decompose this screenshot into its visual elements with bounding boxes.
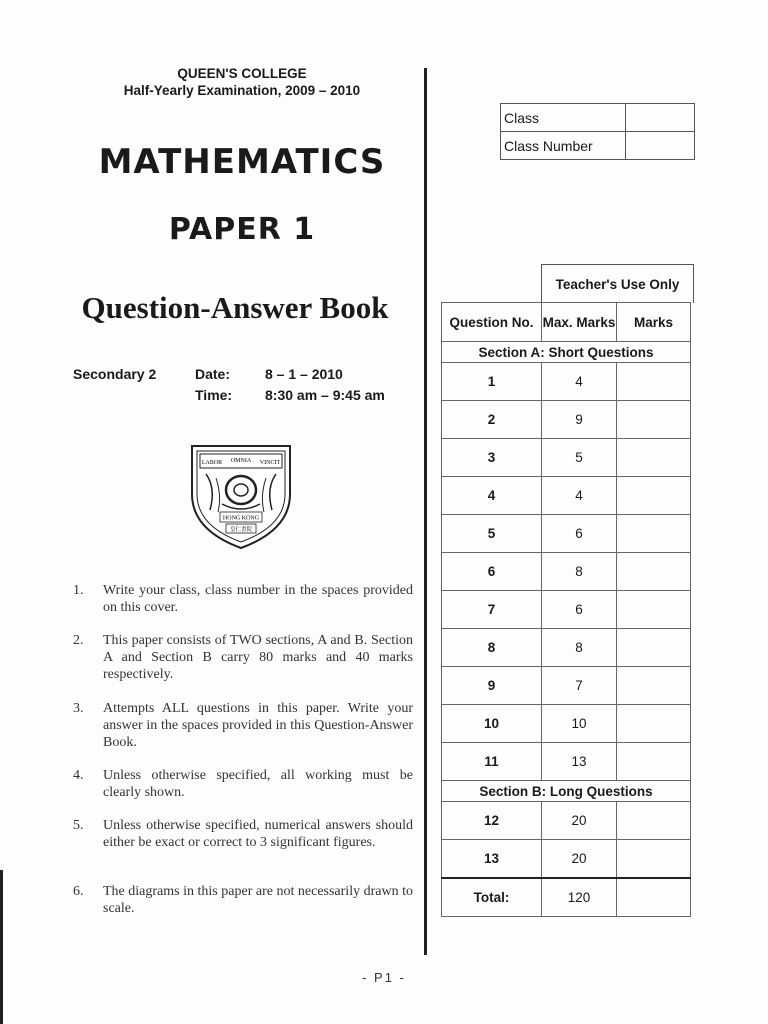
- page-number: - P1 -: [362, 970, 406, 985]
- school-crest-logo: [186, 438, 296, 550]
- table-row: [442, 667, 691, 705]
- question-number: 5: [442, 515, 542, 553]
- max-marks: 13: [542, 743, 617, 781]
- marks-cell[interactable]: [617, 667, 691, 705]
- column-header-marks: Marks: [617, 303, 691, 342]
- table-row: [442, 840, 691, 879]
- instruction-text: This paper consists of TWO sections, A and B. Section A and Section B carry 80 marks and 40 marks respectively.: [103, 633, 413, 682]
- instruction-text: Unless otherwise specified, numerical answers should either be exact or correct to 3 significant figures.: [103, 818, 413, 850]
- table-row: [442, 629, 691, 667]
- class-number-input-box[interactable]: [626, 132, 695, 160]
- instruction-item: [73, 582, 413, 616]
- instruction-item: [73, 700, 413, 751]
- table-row: [442, 401, 691, 439]
- class-info-table: [500, 103, 695, 160]
- table-row: [442, 591, 691, 629]
- column-header-question: Question No.: [442, 303, 542, 342]
- question-number: 11: [442, 743, 542, 781]
- school-name: QUEEN'S COLLEGE: [177, 66, 307, 81]
- question-number: 6: [442, 553, 542, 591]
- max-marks: 20: [542, 840, 617, 879]
- class-number-row: [501, 132, 695, 160]
- total-marks-cell[interactable]: [617, 878, 691, 917]
- instruction-text: Write your class, class number in the spaces provided on this cover.: [103, 583, 413, 615]
- total-row: [442, 878, 691, 917]
- max-marks: 6: [542, 515, 617, 553]
- marks-table: [441, 302, 691, 917]
- instruction-number: 3.: [73, 701, 84, 716]
- time-label: Time:: [195, 387, 233, 403]
- max-marks: 6: [542, 591, 617, 629]
- max-marks: 8: [542, 629, 617, 667]
- paper-title: PAPER 1: [168, 212, 316, 247]
- instruction-item: [73, 632, 413, 683]
- instruction-number: 1.: [73, 583, 84, 598]
- instruction-number: 4.: [73, 768, 84, 783]
- crest-motto-left: LABOR: [201, 460, 223, 466]
- max-marks: 4: [542, 477, 617, 515]
- max-marks: 10: [542, 705, 617, 743]
- crest-place: HONG KONG: [222, 515, 260, 522]
- question-number: 13: [442, 840, 542, 879]
- max-marks: 4: [542, 363, 617, 401]
- table-header-row: [442, 303, 691, 342]
- question-number: 8: [442, 629, 542, 667]
- instruction-text: Unless otherwise specified, all working must be clearly shown.: [103, 768, 413, 800]
- crest-chinese: 皇仁書院: [229, 527, 253, 533]
- vertical-divider: [424, 68, 427, 955]
- teacher-use-header: Teacher's Use Only: [541, 264, 694, 303]
- total-max-marks: 120: [542, 878, 617, 917]
- class-input-box[interactable]: [626, 104, 695, 132]
- instruction-number: 6.: [73, 884, 84, 899]
- marks-cell[interactable]: [617, 802, 691, 840]
- section-b-row: [442, 781, 691, 802]
- crest-motto-center: OMNIA: [230, 458, 252, 464]
- table-row: [442, 743, 691, 781]
- max-marks: 8: [542, 553, 617, 591]
- max-marks: 5: [542, 439, 617, 477]
- class-label: Class: [501, 104, 626, 132]
- date-label: Date:: [195, 366, 231, 382]
- question-number: 3: [442, 439, 542, 477]
- subject-title: MATHEMATICS: [98, 142, 386, 182]
- question-number: 9: [442, 667, 542, 705]
- marks-cell[interactable]: [617, 591, 691, 629]
- instruction-item: [73, 817, 413, 851]
- instruction-number: 2.: [73, 633, 84, 648]
- question-number: 1: [442, 363, 542, 401]
- form-level: Secondary 2: [73, 366, 157, 382]
- book-title: Question-Answer Book: [81, 290, 389, 325]
- total-label: Total:: [442, 878, 542, 917]
- section-a-row: [442, 342, 691, 363]
- crest-motto-right: VINCIT: [259, 460, 281, 466]
- marks-cell[interactable]: [617, 840, 691, 879]
- date-value: 8 – 1 – 2010: [265, 366, 343, 382]
- scan-edge-bar: [0, 870, 3, 1024]
- max-marks: 7: [542, 667, 617, 705]
- table-row: [442, 553, 691, 591]
- class-row: [501, 104, 695, 132]
- table-row: [442, 802, 691, 840]
- instruction-number: 5.: [73, 818, 84, 833]
- question-number: 2: [442, 401, 542, 439]
- max-marks: 9: [542, 401, 617, 439]
- question-number: 4: [442, 477, 542, 515]
- max-marks: 20: [542, 802, 617, 840]
- table-row: [442, 439, 691, 477]
- marks-cell[interactable]: [617, 705, 691, 743]
- exam-title: Half-Yearly Examination, 2009 – 2010: [123, 83, 361, 98]
- marks-cell[interactable]: [617, 553, 691, 591]
- table-row: [442, 477, 691, 515]
- marks-cell[interactable]: [617, 401, 691, 439]
- question-number: 7: [442, 591, 542, 629]
- instruction-text: The diagrams in this paper are not necessarily drawn to scale.: [103, 884, 413, 916]
- instruction-text: Attempts ALL questions in this paper. Write your answer in the spaces provided in this Question-Answer Book.: [103, 701, 413, 750]
- marks-cell[interactable]: [617, 477, 691, 515]
- marks-cell[interactable]: [617, 363, 691, 401]
- marks-cell[interactable]: [617, 515, 691, 553]
- time-value: 8:30 am – 9:45 am: [265, 387, 385, 403]
- table-row: [442, 363, 691, 401]
- table-row: [442, 705, 691, 743]
- marks-cell[interactable]: [617, 629, 691, 667]
- section-b-title: Section B: Long Questions: [442, 781, 691, 802]
- table-row: [442, 515, 691, 553]
- column-header-max-marks: Max. Marks: [542, 303, 617, 342]
- marks-cell[interactable]: [617, 439, 691, 477]
- marks-cell[interactable]: [617, 743, 691, 781]
- class-number-label: Class Number: [501, 132, 626, 160]
- question-number: 10: [442, 705, 542, 743]
- instruction-item: [73, 883, 413, 917]
- question-number: 12: [442, 802, 542, 840]
- instruction-item: [73, 767, 413, 801]
- section-a-title: Section A: Short Questions: [442, 342, 691, 363]
